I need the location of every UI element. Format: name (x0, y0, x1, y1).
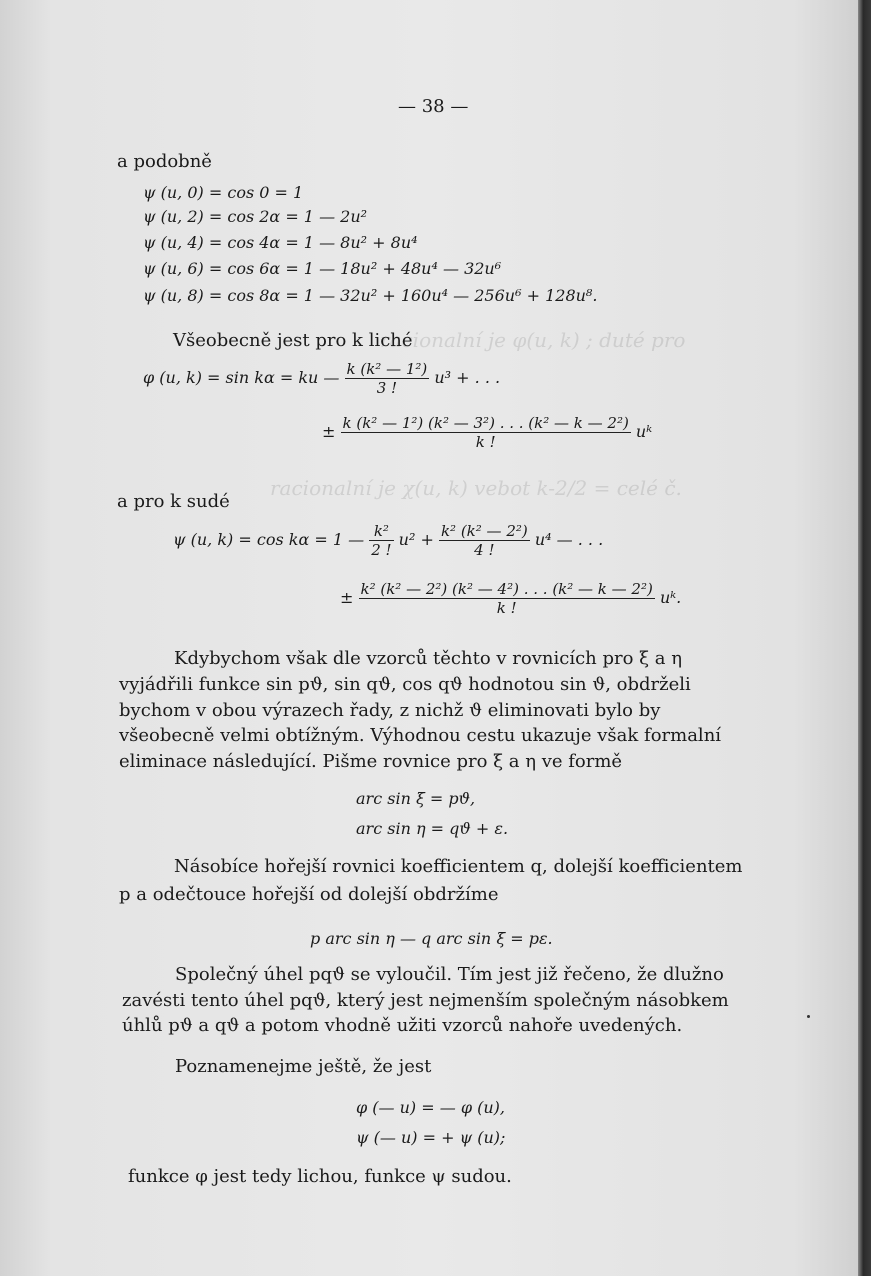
plus-minus-sign: ± (322, 422, 336, 441)
even-heading: a pro k sudé (117, 491, 230, 512)
paragraph-line: Společný úhel pqϑ se vyloučil. Tím jest již řečeno, že dlužno (175, 964, 724, 985)
plus-minus-sign: ± (340, 588, 354, 607)
odd-tail: uᵏ (635, 422, 653, 441)
conclusion-line: funkce φ jest tedy lichou, funkce ψ sudou. (128, 1166, 512, 1187)
intro-text: a podobně (117, 151, 212, 172)
combined-equation: p arc sin η — q arc sin ξ = pε. (310, 929, 553, 948)
parity-equation: ψ (— u) = + ψ (u); (356, 1128, 506, 1147)
odd-fraction-1 (345, 360, 430, 397)
arc-equation: arc sin ξ = pϑ, (356, 789, 476, 808)
handwritten-margin-note: racionalní je χ(u, k) vebot k-2/2 = celé č. (270, 476, 682, 500)
binding-edge (858, 0, 871, 1276)
fraction-denominator: 2 ! (371, 541, 392, 559)
psi-equation: ψ (u, 6) = cos 6α = 1 — 18u² + 48u⁴ — 32u⁶ (143, 259, 502, 278)
paragraph-line: vyjádřili funkce sin pϑ, sin qϑ, cos qϑ hodnotou sin ϑ, obdrželi (119, 674, 691, 695)
parity-equation: φ (— u) = — φ (u), (356, 1098, 505, 1117)
psi-equation: ψ (u, 2) = cos 2α = 1 — 2u² (143, 207, 368, 226)
even-fraction-2 (439, 522, 530, 559)
fraction-numerator: k² (369, 522, 393, 541)
paragraph-line: bychom v obou výrazech řady, z nichž ϑ eliminovati bylo by (119, 700, 661, 721)
paragraph-line: eliminace následující. Pišme rovnice pro ξ a η ve formě (119, 751, 623, 772)
psi-equation: ψ (u, 4) = cos 4α = 1 — 8u² + 8u⁴ (143, 233, 418, 252)
odd-formula-line (322, 414, 652, 451)
odd-tail: u³ + . . . (434, 368, 501, 387)
fraction-denominator: 4 ! (474, 541, 495, 559)
fraction-denominator: 3 ! (376, 379, 398, 397)
odd-fraction-2 (341, 414, 631, 451)
handwritten-margin-note: racionalní je φ(u, k) ; duté pro (380, 328, 686, 352)
even-tail: u⁴ — . . . (534, 530, 604, 549)
odd-lhs: φ (u, k) = sin kα = ku — (143, 368, 340, 387)
odd-formula-line (143, 360, 500, 397)
fraction-denominator: k ! (496, 599, 517, 617)
odd-heading: Všeobecně jest pro k liché (173, 330, 413, 351)
page-number: — 38 — (398, 96, 469, 117)
even-mid: u² + (398, 530, 434, 549)
fraction-numerator: k² (k² — 2²) (440, 522, 528, 540)
fraction-numerator: k (k² — 1²) (k² — 3²) . . . (k² — k — 2²) (342, 414, 629, 432)
even-formula-line (173, 522, 603, 559)
even-tail: uᵏ. (659, 588, 682, 607)
fraction-denominator: k ! (475, 433, 496, 451)
psi-equation: ψ (u, 0) = cos 0 = 1 (143, 183, 304, 202)
paragraph-line: zavésti tento úhel pqϑ, který jest nejmenším společným násobkem (122, 990, 729, 1011)
fraction-numerator: k (k² — 1²) (346, 360, 428, 378)
paragraph-line: p a odečtouce hořejší od dolejší obdržíme (119, 884, 499, 905)
even-formula-line (340, 580, 681, 617)
paragraph-line: Kdybychom však dle vzorců těchto v rovnicích pro ξ a η (174, 648, 683, 669)
paragraph-line: úhlů pϑ a qϑ a potom vhodně užiti vzorců nahoře uvedených. (122, 1015, 683, 1036)
paragraph-line: všeobecně velmi obtížným. Výhodnou cestu ukazuje však formalní (119, 725, 722, 746)
psi-equation: ψ (u, 8) = cos 8α = 1 — 32u² + 160u⁴ — 256u⁶ + 128u⁸. (143, 286, 598, 305)
paragraph-line: Poznamenejme ještě, že jest (175, 1056, 432, 1077)
paragraph-line: Násobíce hořejší rovnici koefficientem q, dolejší koefficientem (174, 856, 743, 877)
fraction-numerator: k² (k² — 2²) (k² — 4²) . . . (k² — k — 2²) (360, 580, 653, 598)
even-fraction-1 (369, 522, 393, 559)
even-fraction-3 (359, 580, 655, 617)
even-lhs: ψ (u, k) = cos kα = 1 — (173, 530, 365, 549)
arc-equation: arc sin η = qϑ + ε. (356, 819, 509, 838)
ink-speck (807, 1015, 810, 1018)
